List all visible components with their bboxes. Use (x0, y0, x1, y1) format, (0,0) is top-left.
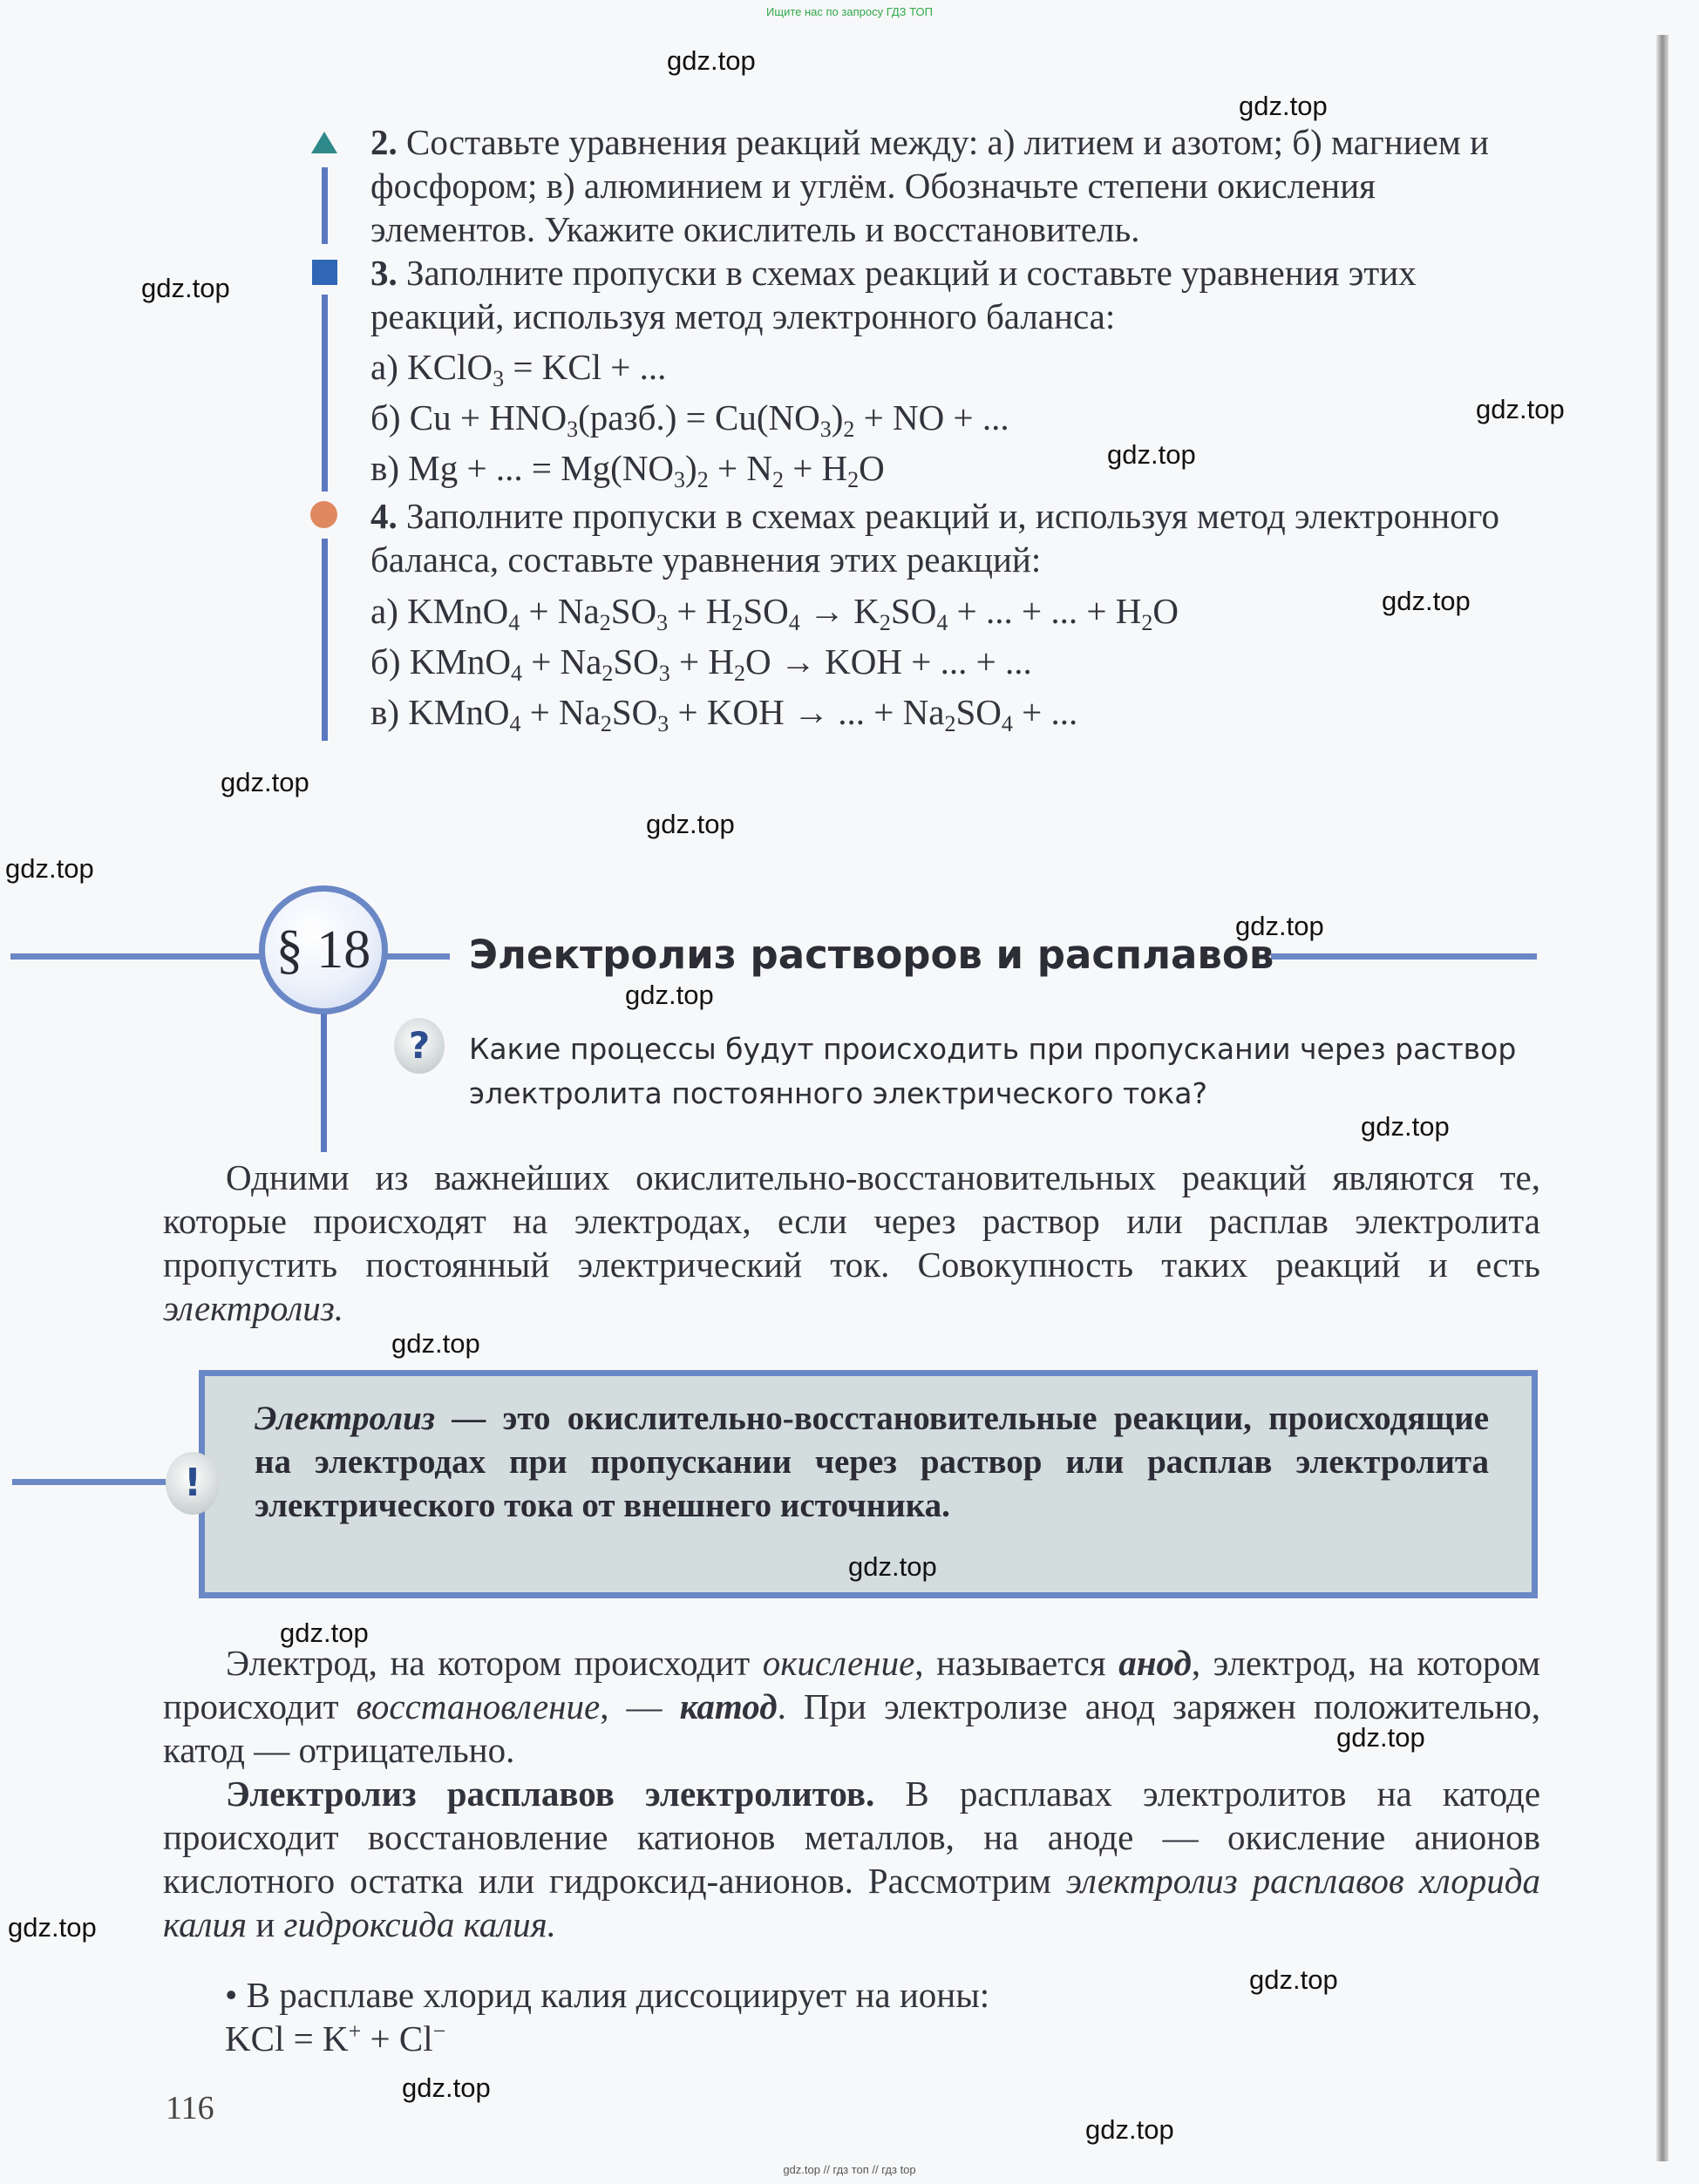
task-2 (370, 120, 1543, 251)
watermark-9: gdz.top (5, 853, 94, 884)
equation-3a: а) KClO$_3$ = KCl + ... (370, 347, 667, 391)
equation-4a: а) KMnO$_4$ + $Na_2SO_3 + H_2SO_4 \to K_2SO_4$ + ... + ... + $H_2O$ (370, 591, 1179, 635)
watermark-16: gdz.top (1336, 1722, 1425, 1753)
task-bar-2 (322, 167, 328, 244)
term-cathode: катод (679, 1686, 778, 1726)
page-binding-edge (1656, 35, 1668, 2161)
watermark-14: gdz.top (848, 1551, 937, 1582)
square-marker-icon (312, 260, 337, 285)
watermark-12: gdz.top (1361, 1111, 1450, 1142)
task-4-text: Заполните пропуски в схемах реакций и, используя метод электронного баланса, составьте уравнения этих реакций: (370, 496, 1499, 580)
melts-and: и (255, 1904, 275, 1944)
melts-heading: Электролиз расплавов электролитов. (226, 1774, 875, 1814)
watermark-6: gdz.top (1382, 586, 1471, 616)
page-number: 116 (166, 2090, 214, 2126)
electrodes-text-2: , называется (914, 1643, 1106, 1683)
definition-term: Электролиз (255, 1400, 435, 1437)
section-rule-right (1271, 953, 1537, 960)
watermark-5: gdz.top (1107, 439, 1196, 470)
melts-paragraph (163, 1772, 1540, 1946)
equation-3b: б) $Cu + HNO_3(разб.) = Cu(NO_3)_2$ + NO + ... (370, 397, 1009, 442)
section-number-badge: § 18 (259, 885, 388, 1014)
definition-text (255, 1397, 1489, 1528)
watermark-3: gdz.top (141, 273, 230, 303)
circle-marker-icon (310, 501, 337, 528)
watermark-11: gdz.top (625, 980, 714, 1010)
section-bar (321, 1011, 327, 1152)
watermark-19: gdz.top (402, 2072, 491, 2103)
electrodes-text-4: , — (600, 1686, 663, 1726)
kcl-dissociation: KCl = K+ + Cl− (225, 2018, 446, 2059)
watermark-15: gdz.top (280, 1618, 369, 1648)
section-rule-left (10, 953, 265, 960)
equation-4c: в) KMnO$_4$ + $Na_2SO_3$ + KOH → ... + $Na_2SO_4$ + ... (370, 692, 1078, 736)
task-bar-4 (322, 539, 328, 741)
electrodes-paragraph (163, 1641, 1540, 1772)
term-oxidation: окисление (762, 1643, 915, 1683)
watermark-8: gdz.top (646, 809, 735, 839)
watermark-13: gdz.top (391, 1328, 480, 1359)
bottom-banner[interactable]: gdz.top // гдз топ // гдз top (783, 2163, 916, 2176)
watermark-17: gdz.top (8, 1912, 97, 1943)
equation-3c: в) Mg + ... = $Mg(NO_3)_2 + N_2 + H_2O$ (370, 448, 885, 492)
task-4-number: 4. (370, 496, 398, 536)
task-3-text: Заполните пропуски в схемах реакций и составьте уравнения этих реакций, используя метод электронного баланса: (370, 253, 1417, 336)
term-reduction: восстановление (356, 1686, 601, 1726)
triangle-marker-icon (310, 130, 338, 154)
task-3 (370, 251, 1543, 338)
exclamation-icon: ! (166, 1452, 220, 1515)
watermark-4: gdz.top (1476, 394, 1565, 424)
task-4 (370, 494, 1543, 581)
melts-italic-2: гидроксида калия. (283, 1904, 556, 1944)
section-title: Электролиз растворов и расплавов (469, 932, 1274, 978)
watermark-10: gdz.top (1235, 911, 1324, 941)
intro-text: Одними из важнейших окислительно-восстановительных реакций являются те, которые происходят на электродах, если через раствор или расплав электролита пропустить постоянный электрический ток. Совокупность таких реакций и есть (163, 1157, 1540, 1285)
section-question: Какие процессы будут происходить при пропускании через раствор электролита постоянного электрического тока? (469, 1032, 1517, 1110)
intro-paragraph (163, 1156, 1540, 1330)
question-icon: ? (394, 1018, 445, 1074)
watermark-7: gdz.top (221, 767, 309, 797)
task-2-text: Составьте уравнения реакций между: а) литием и азотом; б) магнием и фосфором; в) алюминием и углём. Обозначьте степени окисления элементов. Укажите окислитель и восстановитель. (370, 122, 1489, 249)
watermark-2: gdz.top (1239, 91, 1328, 121)
bullet-line: • В расплаве хлорид калия диссоциирует на ионы: (225, 1975, 990, 2015)
electrodes-text-3: , электрод, на котором происходит (163, 1643, 1541, 1726)
section-rule-mid (382, 953, 450, 960)
term-anode: анод (1118, 1643, 1192, 1683)
task-3-number: 3. (370, 253, 398, 293)
melts-text: В расплавах электролитов на катоде происходит восстановление катионов металлов, на аноде — окисление анионов кислотного остатка или гидроксид-анионов. Рассмотрим (163, 1774, 1541, 1901)
definition-body: — это окислительно-восстановительные реакции, происходящие на электродах при пропускании через раствор или расплав электролита электрического тока от внешнего источника. (255, 1400, 1490, 1524)
equation-4b: б) KMnO$_4$ + $Na_2SO_3 + H_2O$ → KOH + ... + ... (370, 641, 1032, 686)
definition-rule (12, 1479, 166, 1485)
intro-term: электролиз. (163, 1288, 344, 1328)
electrodes-text-5: . При электролизе анод заряжен положительно, катод — отрицательно. (163, 1686, 1541, 1770)
task-bar-3 (322, 295, 328, 492)
task-2-number: 2. (370, 122, 398, 162)
top-banner[interactable]: Ищите нас по запросу ГДЗ ТОП (766, 5, 933, 18)
melts-italic-1: электролиз расплавов хлорида калия (163, 1861, 1541, 1944)
electrodes-text-1: Электрод, на котором происходит (226, 1643, 751, 1683)
watermark-18: gdz.top (1249, 1964, 1338, 1995)
watermark-20: gdz.top (1085, 2114, 1174, 2145)
watermark-1: gdz.top (667, 45, 756, 76)
